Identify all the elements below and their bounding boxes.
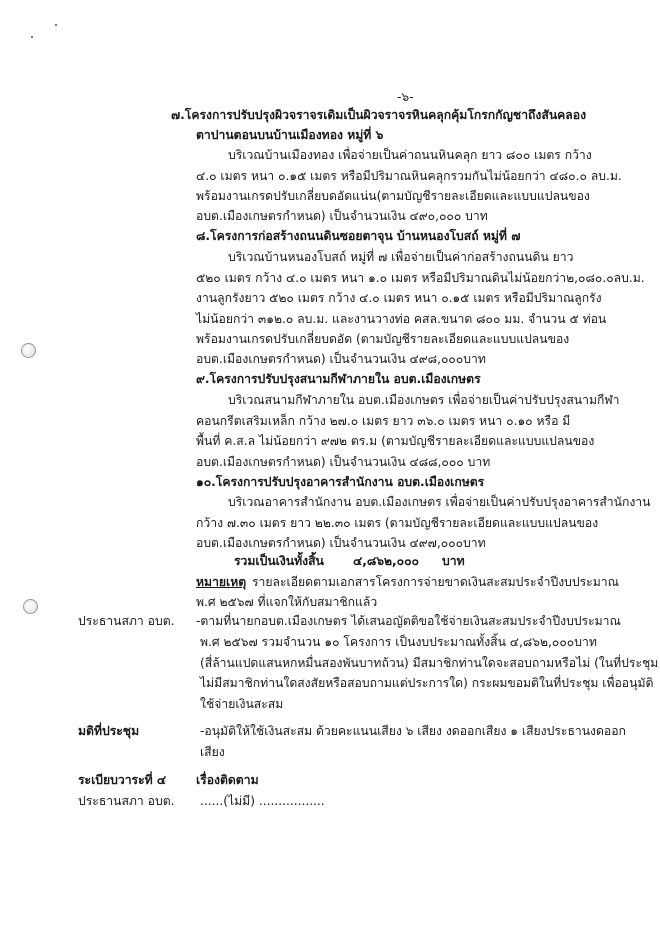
project-8-line: ๕๒๐ เมตร กว้าง ๔.๐ เมตร หนา ๑.๐ เมตร หรือมีปริมาณดินไม่น้อยกว่า๒,๐๘๐.๐ลบ.ม. [196,271,645,285]
page-number: -๖- [397,90,414,104]
project-8-line: บริเวณบ้านหนองโบสถ์ หมู่ที่ ๗ เพื่อจ่ายเป็นค่าก่อสร้างถนนดิน ยาว [228,250,574,264]
speaker-president: ประธานสภา อบต. [78,614,175,628]
agenda-4-subject: เรื่องติดตาม [196,773,259,787]
project-7-line: อบต.เมืองเกษตรกำหนด) เป็นจำนวนเงิน ๔๙๐,๐๐๐ บาท [196,209,488,223]
project-10-line: กว้าง ๗.๓๐ เมตร ยาว ๒๒.๓๐ เมตร (ตามบัญชีรายละเอียดและแบบแปลนของ [196,516,599,530]
binder-hole [21,343,36,358]
president-statement-line: ใช้จ่ายเงินสะสม [200,697,284,711]
project-10-line: บริเวณอาคารสำนักงาน อบต.เมืองเกษตร เพื่อจ่ายเป็นค่าปรับปรุงอาคารสำนักงาน [228,495,651,509]
note-line: รายละเอียดตามเอกสารโครงการจ่ายขาดเงินสะสมประจำปีงบประมาณ [252,575,619,589]
project-8-line: พร้อมงานเกรดปรับเกลี่ยบดอัด (ตามบัญชีรายละเอียดและแบบแปลนของ [196,332,570,346]
project-9-line: พื้นที่ ค.ส.ล ไม่น้อยกว่า ๙๗๒ ตร.ม (ตามบัญชีรายละเอียดและแบบแปลนของ [196,434,595,448]
project-10-line: อบต.เมืองเกษตรกำหนด) เป็นจำนวนเงิน ๔๙๗,๐๐๐บาท [196,536,486,550]
resolution-line: เสียง [200,745,225,759]
agenda-4-text: ......(ไม่มี) ................. [200,794,325,808]
project-10-title: ๑๐.โครงการปรับปรุงอาคารสำนักงาน อบต.เมืองเกษตร [196,475,485,489]
scan-speck [31,36,33,38]
project-8-line: ไม่น้อยกว่า ๓๑๒.๐ ลบ.ม. และงานวางท่อ คสล.ขนาด ๘๐๐ มม. จำนวน ๕ ท่อน [196,312,607,326]
project-8-line: งานลูกรังยาว ๕๒๐ เมตร กว้าง ๔.๐ เมตร หนา ๐.๑๕ เมตร หรือมีปริมาณลูกรัง [196,291,602,305]
project-7-title-cont: ตาปานตอนบนบ้านเมืองทอง หมู่ที่ ๖ [196,128,384,142]
agenda-4-label: ระเบียบวาระที่ ๔ [78,773,167,787]
total-unit: บาท [442,554,465,568]
note-label: หมายเหตุ [196,575,247,589]
scan-speck [55,24,57,26]
speaker-president: ประธานสภา อบต. [78,794,175,808]
project-9-line: คอนกรีตเสริมเหล็ก กว้าง ๒๗.๐ เมตร ยาว ๓๖.๐ เมตร หนา ๐.๑๐ หรือ มี [196,414,571,428]
project-7-line: บริเวณบ้านเมืองทอง เพื่อจ่ายเป็นค่าถนนหินคลุก ยาว ๘๐๐ เมตร กว้าง [228,148,592,162]
project-9-line: อบต.เมืองเกษตรกำหนด) เป็นจำนวนเงิน ๔๘๘,๐๐๐ บาท [196,455,491,469]
note-line: พ.ศ ๒๕๖๗ ที่แจกให้กับสมาชิกแล้ว [196,595,378,609]
resolution-line: -อนุมัติให้ใช้เงินสะสม ด้วยคะแนนเสียง ๖ เสียง งดออกเสียง ๑ เสียงประธานงดออก [200,724,626,738]
resolution-label: มติที่ประชุม [78,724,140,738]
binder-hole [23,599,38,614]
president-statement-line: พ.ศ ๒๕๖๗ รวมจำนวน ๑๐ โครงการ เป็นงบประมาณทั้งสิ้น ๔,๘๖๒,๐๐๐บาท [200,635,597,649]
total-amount: ๔,๘๖๒,๐๐๐ [353,554,419,568]
president-statement-line: (สี่ล้านแปดแสนหกหมื่นสองพันบาทถ้วน) มีสมาชิกท่านใดจะสอบถามหรือไม่ (ในที่ประชุม [200,656,659,670]
project-8-title: ๘.โครงการก่อสร้างถนนดินซอยตาจุน บ้านหนองโบสถ์ หมู่ที่ ๗ [196,229,521,243]
total-label: รวมเป็นเงินทั้งสิ้น [234,554,324,568]
project-7-line: พร้อมงานเกรดปรับเกลี่ยบดอัดแน่น(ตามบัญชีรายละเอียดและแบบแปลนของ [196,189,590,203]
project-8-line: อบต.เมืองเกษตรกำหนด) เป็นจำนวนเงิน ๔๙๘,๐๐๐บาท [196,352,486,366]
president-statement-line: ไม่มีสมาชิกท่านใดสงสัยหรือสอบถามแต่ประการใด) กระผมขอมติในที่ประชุม เพื่ออนุมัติ [200,676,654,690]
project-9-line: บริเวณสนามกีฬาภายใน อบต.เมืองเกษตร เพื่อจ่ายเป็นค่าปรับปรุงสนามกีฬา [228,393,620,407]
project-7-title: ๗.โครงการปรับปรุงผิวจราจรเดิมเป็นผิวจราจรหินคลุกคุ้มโกรกกัญชาถึงสันคลอง [171,108,587,122]
project-7-line: ๔.๐ เมตร หนา ๐.๑๕ เมตร หรือมีปริมาณหินคลุกรวมกันไม่น้อยกว่า ๔๘๐.๐ ลบ.ม. [196,169,622,183]
president-statement-line: -ตามที่นายกอบต.เมืองเกษตร ได้เสนอญัตติขอใช้จ่ายเงินสะสมประจำปีงบประมาณ [196,614,621,628]
project-9-title: ๙.โครงการปรับปรุงสนามกีฬาภายใน อบต.เมืองเกษตร [196,372,481,386]
